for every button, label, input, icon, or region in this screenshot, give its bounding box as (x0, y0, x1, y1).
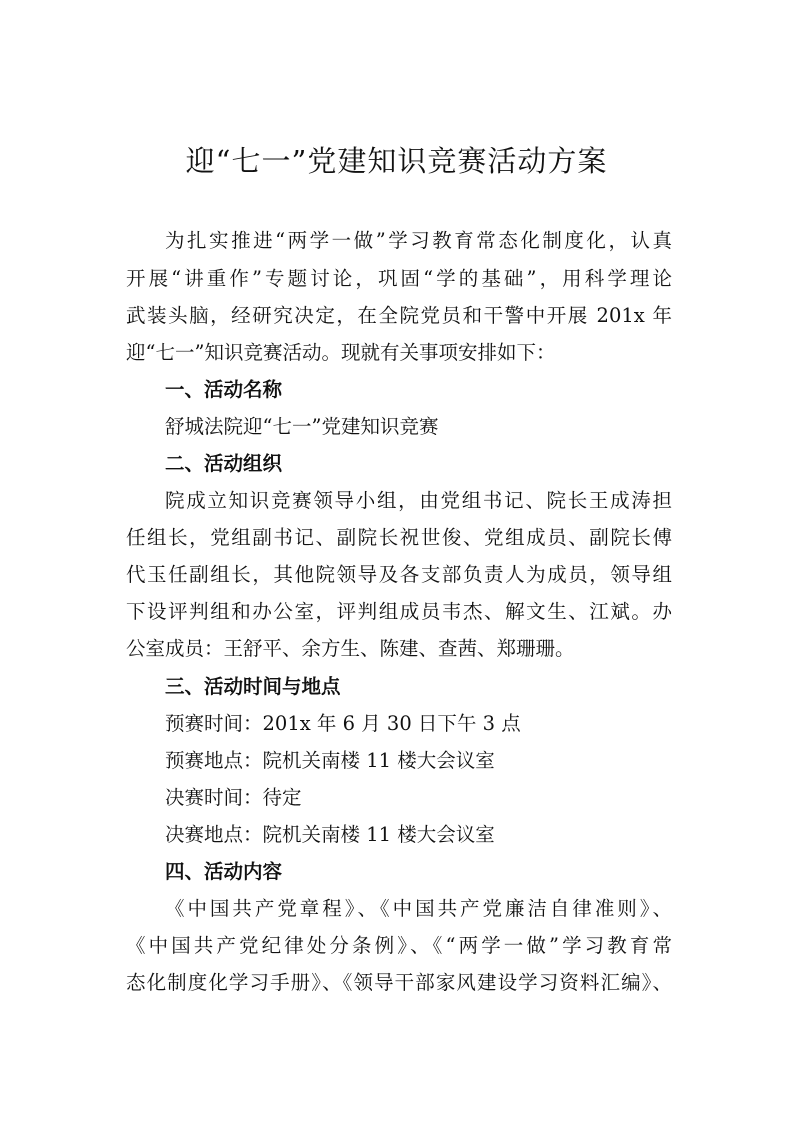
section-4-heading: 四、活动内容 (165, 860, 283, 883)
section-3-item-2: 预赛地点：院机关南楼 11 楼大会议室 (165, 749, 495, 772)
intro-line-4: 迎“七一”知识竞赛活动。现就有关事项安排如下： (126, 341, 556, 364)
section-3-item-3: 决赛时间：待定 (165, 786, 302, 809)
section-2-heading: 二、活动组织 (165, 452, 283, 475)
section-4-line-2: 《中国共产党纪律处分条例》、《“两学一做”学习教育常 (126, 934, 672, 957)
section-3-item-1: 预赛时间：201x 年 6 月 30 日下午 3 点 (165, 712, 521, 735)
section-2-line-3: 代玉任副组长，其他院领导及各支部负责人为成员，领导组 (126, 563, 672, 586)
intro-line-3: 武装头脑，经研究决定，在全院党员和干警中开展 201x 年 (126, 304, 672, 327)
section-4-line-3: 态化制度化学习手册》、《领导干部家风建设学习资料汇编》、 (126, 971, 672, 994)
document-title: 迎“七一”党建知识竞赛活动方案 (185, 144, 608, 178)
section-2-line-2: 任组长，党组副书记、副院长祝世俊、党组成员、副院长傅 (126, 526, 672, 549)
section-3-item-4: 决赛地点：院机关南楼 11 楼大会议室 (165, 823, 495, 846)
section-2-line-4: 下设评判组和办公室，评判组成员韦杰、解文生、江斌。办 (126, 600, 672, 623)
intro-line-2: 开展“讲重作”专题讨论，巩固“学的基础”，用科学理论 (126, 267, 672, 290)
section-3-heading: 三、活动时间与地点 (165, 675, 341, 698)
section-1-text: 舒城法院迎“七一”党建知识竞赛 (165, 415, 439, 438)
section-2-line-5: 公室成员：王舒平、余方生、陈建、查茜、郑珊珊。 (126, 637, 575, 660)
section-2-line-1: 院成立知识竞赛领导小组，由党组书记、院长王成涛担 (165, 489, 672, 512)
section-4-line-1: 《中国共产党章程》、《中国共产党廉洁自律准则》、 (165, 897, 672, 920)
section-1-heading: 一、活动名称 (165, 378, 283, 401)
intro-line-1: 为扎实推进“两学一做”学习教育常态化制度化，认真 (165, 229, 672, 252)
